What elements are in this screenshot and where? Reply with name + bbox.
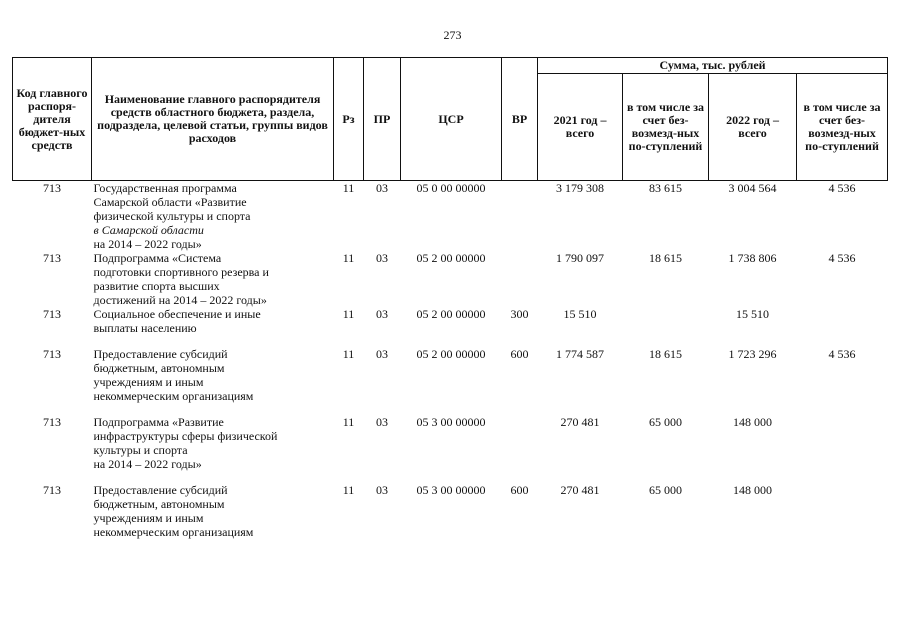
sum-2022-free-cell: 4 536	[828, 347, 856, 361]
rz-cell: 11	[342, 347, 355, 361]
pr-cell: 03	[376, 483, 388, 497]
sum-2022-free-cell	[797, 415, 888, 471]
code-cell: 713	[43, 181, 61, 195]
pr-cell: 03	[376, 415, 388, 429]
name-line: учреждениям и иным	[93, 511, 204, 525]
vr-cell	[502, 251, 538, 307]
csr-cell: 05 3 00 00000	[416, 483, 486, 497]
name-line: некоммерческим организациям	[93, 389, 254, 403]
sum-2021-free-cell: 83 615	[649, 181, 682, 195]
row-spacer	[13, 335, 888, 347]
budget-table	[12, 57, 888, 539]
header-sum: Сумма, тыс. рублей	[538, 58, 888, 74]
header-rz: Рз	[334, 58, 364, 181]
sum-2021-total-cell: 15 510	[563, 307, 597, 321]
sum-2021-free-cell: 18 615	[649, 347, 682, 361]
page-number: 273	[443, 28, 462, 42]
sum-2022-free-cell	[797, 307, 888, 335]
pr-cell: 03	[376, 307, 388, 321]
rz-cell: 11	[342, 415, 355, 429]
sum-2022-free-cell: 4 536	[828, 181, 856, 195]
code-cell: 713	[43, 415, 61, 429]
name-line: бюджетным, автономным	[93, 497, 225, 511]
sum-2022-free-cell	[797, 483, 888, 539]
csr-cell: 05 2 00 00000	[416, 347, 486, 361]
sum-2022-total-cell: 1 723 296	[728, 347, 777, 361]
spacer-cell	[13, 335, 888, 347]
vr-cell	[502, 181, 538, 252]
sum-2022-total-cell: 1 738 806	[728, 251, 777, 265]
name-line: Подпрограмма «Развитие	[93, 415, 224, 429]
code-cell: 713	[43, 307, 61, 321]
vr-cell: 300	[510, 307, 529, 321]
name-cell	[92, 251, 334, 307]
table-row	[13, 347, 888, 403]
header-csr: ЦСР	[401, 58, 502, 181]
table-row	[13, 251, 888, 307]
name-line: некоммерческим организациям	[93, 525, 254, 539]
sum-2021-total-cell: 1 774 587	[556, 347, 604, 361]
pr-cell: 03	[376, 181, 388, 195]
sum-2021-free-cell	[623, 307, 709, 335]
sum-2021-total-cell: 1 790 097	[556, 251, 604, 265]
name-cell	[92, 347, 334, 403]
vr-cell: 600	[510, 483, 529, 497]
csr-cell: 05 3 00 00000	[416, 415, 486, 429]
header-vr: ВР	[502, 58, 538, 181]
name-line: Предоставление субсидий	[93, 347, 228, 361]
vr-cell	[502, 415, 538, 471]
table-row	[13, 415, 888, 471]
pr-cell: 03	[376, 347, 388, 361]
name-line: учреждениям и иным	[93, 375, 204, 389]
name-line: на 2014 – 2022 годы»	[93, 457, 202, 471]
name-line: Самарской области «Развитие	[93, 195, 247, 209]
name-line: Подпрограмма «Система	[93, 251, 222, 265]
csr-cell: 05 2 00 00000	[416, 251, 486, 265]
name-line: Социальное обеспечение и иные	[93, 307, 261, 321]
name-line: развитие спорта высших	[93, 279, 220, 293]
sum-2022-total-cell: 148 000	[733, 483, 772, 497]
pr-cell: 03	[376, 251, 388, 265]
name-line: на 2014 – 2022 годы»	[93, 237, 202, 251]
code-cell: 713	[43, 483, 61, 497]
header-2021-free: в том числе за счет без-возмезд-ных по-ступлений	[623, 74, 709, 181]
sum-2021-free-cell: 65 000	[649, 483, 682, 497]
sum-2022-total-cell: 3 004 564	[728, 181, 777, 195]
name-cell	[92, 181, 334, 252]
sum-2021-free-cell: 65 000	[649, 415, 682, 429]
header-name: Наименование главного распорядителя средств областного бюджета, раздела, подраздела, целевой статьи, группы видов расходов	[92, 58, 334, 181]
row-spacer	[13, 403, 888, 415]
sum-2021-total-cell: 270 481	[560, 415, 600, 429]
name-line: подготовки спортивного резерва и	[93, 265, 269, 279]
name-line: физической культуры и спорта	[93, 209, 251, 223]
vr-cell: 600	[510, 347, 529, 361]
name-line: бюджетным, автономным	[93, 361, 225, 375]
sum-2022-total-cell: 148 000	[733, 415, 772, 429]
name-line: выплаты населению	[93, 321, 197, 335]
name-line: Предоставление субсидий	[93, 483, 228, 497]
sum-2021-total-cell: 3 179 308	[556, 181, 604, 195]
header-pr: ПР	[364, 58, 401, 181]
name-cell	[92, 307, 334, 335]
code-cell: 713	[43, 251, 61, 265]
csr-cell: 05 0 00 00000	[416, 181, 486, 195]
name-line: инфраструктуры сферы физической	[93, 429, 278, 443]
rz-cell: 11	[342, 483, 355, 497]
header-code: Код главного распоря-дителя бюджет-ных средств	[13, 58, 92, 181]
name-line: достижений на 2014 – 2022 годы»	[93, 293, 267, 307]
name-cell	[92, 415, 334, 471]
table-body	[13, 181, 888, 540]
row-spacer	[13, 471, 888, 483]
name-line: Государственная программа	[93, 181, 237, 195]
table-header	[13, 58, 888, 181]
rz-cell: 11	[342, 251, 355, 265]
name-line: в Самарской области	[93, 223, 204, 237]
spacer-cell	[13, 403, 888, 415]
header-2022-total: 2022 год – всего	[709, 74, 797, 181]
sum-2022-free-cell: 4 536	[828, 251, 856, 265]
rz-cell: 11	[342, 307, 355, 321]
csr-cell: 05 2 00 00000	[416, 307, 486, 321]
header-2022-free: в том числе за счет без-возмезд-ных по-ступлений	[797, 74, 888, 181]
table-row	[13, 307, 888, 335]
sum-2021-free-cell: 18 615	[649, 251, 682, 265]
sum-2021-total-cell: 270 481	[560, 483, 600, 497]
table-row	[13, 483, 888, 539]
name-cell	[92, 483, 334, 539]
rz-cell: 11	[342, 181, 355, 195]
header-2021-total: 2021 год – всего	[538, 74, 623, 181]
sum-2022-total-cell: 15 510	[736, 307, 769, 321]
name-line: культуры и спорта	[93, 443, 188, 457]
code-cell: 713	[43, 347, 61, 361]
spacer-cell	[13, 471, 888, 483]
table-row	[13, 181, 888, 252]
